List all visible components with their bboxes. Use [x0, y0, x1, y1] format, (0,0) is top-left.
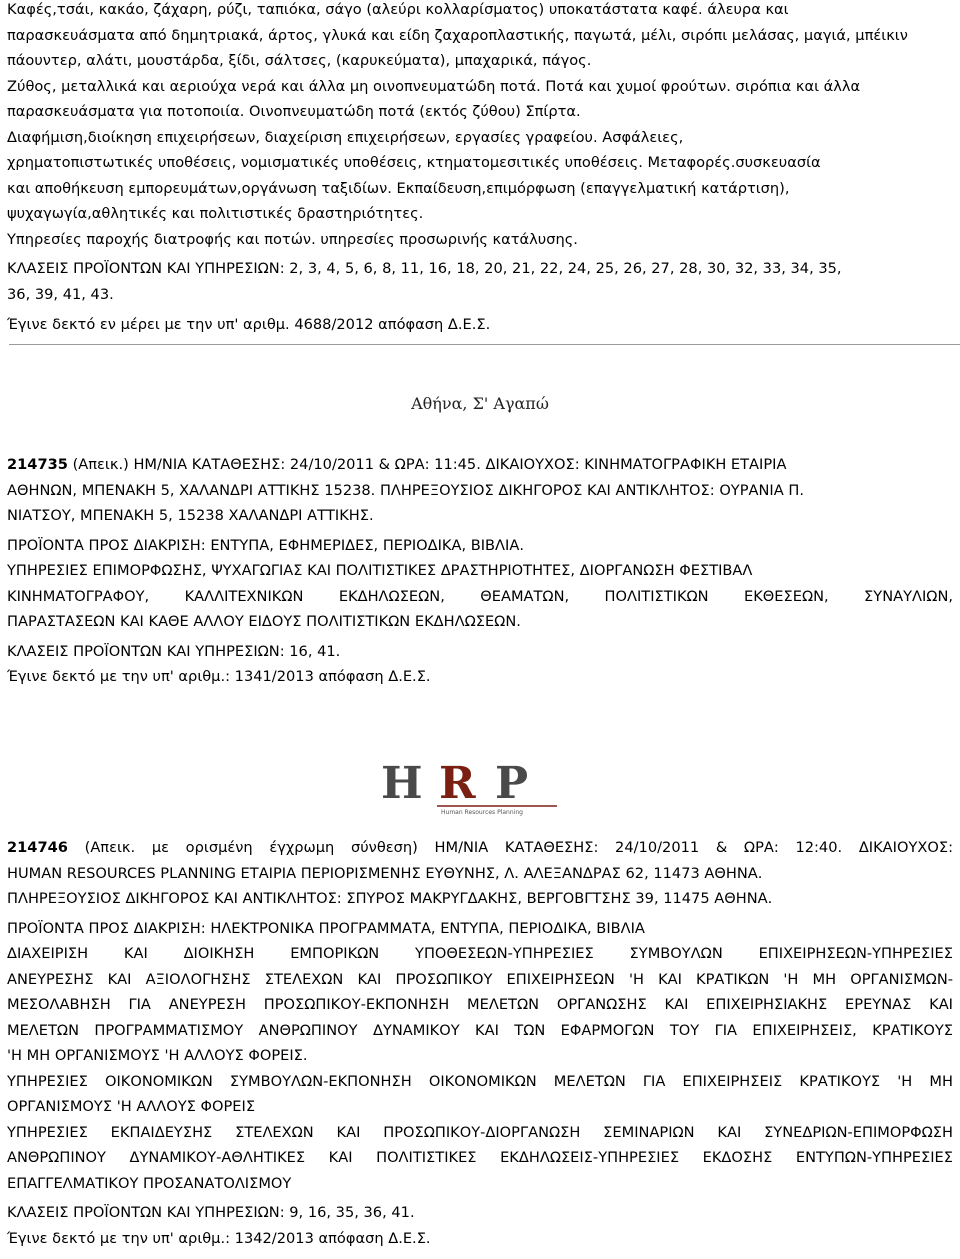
text-line: 'Η ΜΗ ΟΡΓΑΝΙΣΜΟΥΣ 'Η ΑΛΛΟΥΣ ΦΟΡΕΙΣ. — [7, 1047, 308, 1064]
section-divider — [9, 344, 960, 345]
trademark-logo-athina — [7, 391, 953, 417]
text-line: ΑΝΕΥΡΕΣΗΣ ΚΑΙ ΑΞΙΟΛΟΓΗΣΗΣ ΣΤΕΛΕΧΩΝ ΚΑΙ ΠΡΟΣΩΠΙΚΟΥ ΕΠΙΧΕΙΡΗΣΕΩΝ 'Η ΚΑΙ ΚΡΑΤΙΚΩΝ 'Η ΜΗ ΟΡΓΑΝΙΣΜΩΝ- — [7, 970, 953, 988]
trademark-entry-214735 — [7, 452, 953, 690]
decision-line: Έγινε δεκτό εν μέρει με την υπ' αριθμ. 4688/2012 απόφαση Δ.Ε.Σ. — [7, 316, 491, 333]
logo-text: Αθήνα, Σ' Αγαπώ — [411, 394, 549, 413]
text-line: παρασκευάσματα για ποτοποιία. Οινοπνευματώδη ποτά (εκτός ζύθου) Σπίρτα. — [7, 103, 581, 120]
text-line: Υπηρεσίες παροχής διατροφής και ποτών. υπηρεσίες προσωρινής κατάλυσης. — [7, 230, 578, 248]
entry-header: 214746 (Απεικ. με ορισμένη έγχρωμη σύνθεση) ΗΜ/ΝΙΑ ΚΑΤΑΘΕΣΗΣ: 24/10/2011 & ΩΡΑ: 12:40. ΔΙΚΑΙΟΥΧΟΣ: — [7, 839, 953, 856]
trademark-entry-214746 — [7, 835, 953, 1251]
entry-header: 214735 (Απεικ.) ΗΜ/ΝΙΑ ΚΑΤΑΘΕΣΗΣ: 24/10/2011 & ΩΡΑ: 11:45. ΔΙΚΑΙΟΥΧΟΣ: ΚΙΝΗΜΑΤΟΓΡΑΦΙΚΗ ΕΤΑΙΡΙΑ — [7, 456, 787, 473]
text-line: παρασκευάσματα από δημητριακά, άρτος, γλυκά και είδη ζαχαροπλαστικής, παγωτά, μέλι, σιρόπι μελάσας, μαγιά, μπέικιν — [7, 26, 908, 44]
logo-letter-h: H — [381, 760, 423, 809]
hrp-logo-graphic — [379, 760, 559, 816]
text-line: και αποθήκευση εμπορευμάτων,οργάνωση ταξιδίων. Εκπαίδευση,επιμόρφωση (επαγγελματική κατάρτιση), — [7, 179, 790, 197]
text-line: ΥΠΗΡΕΣΙΕΣ ΕΚΠΑΙΔΕΥΣΗΣ ΣΤΕΛΕΧΩΝ ΚΑΙ ΠΡΟΣΩΠΙΚΟΥ-ΔΙΟΡΓΑΝΩΣΗ ΣΕΜΙΝΑΡΙΩΝ ΚΑΙ ΣΥΝΕΔΡΙΩΝ-ΕΠΙΜΟΡΦΩΣΗ — [7, 1123, 953, 1141]
classes-line: ΚΛΑΣΕΙΣ ΠΡΟΪΟΝΤΩΝ ΚΑΙ ΥΠΗΡΕΣΙΩΝ: 2, 3, 4, 5, 6, 8, 11, 16, 18, 20, 21, 22, 24, 25, 26, 27, 28, 30, 32, 33, 34, 35, — [7, 260, 842, 277]
text-line: ΕΠΑΓΓΕΛΜΑΤΙΚΟΥ ΠΡΟΣΑΝΑΤΟΛΙΣΜΟΥ — [7, 1174, 292, 1192]
classes-line: ΚΛΑΣΕΙΣ ΠΡΟΪΟΝΤΩΝ ΚΑΙ ΥΠΗΡΕΣΙΩΝ: 9, 16, 35, 36, 41. — [7, 1204, 415, 1221]
decision-line: Έγινε δεκτό με την υπ' αριθμ.: 1341/2013 απόφαση Δ.Ε.Σ. — [7, 668, 431, 685]
text-line: Καφές,τσάι, κακάο, ζάχαρη, ρύζι, ταπιόκα, σάγο (αλεύρι κολλαρίσματος) υποκατάστατα καφέ. άλευρα και — [7, 1, 789, 18]
text-line: Διαφήμιση,διοίκηση επιχειρήσεων, διαχείριση επιχειρήσεων, εργασίες γραφείου. Ασφάλειες, — [7, 128, 684, 146]
text-line: HUMAN RESOURCES PLANNING ΕΤΑΙΡΙΑ ΠΕΡΙΟΡΙΣΜΕΝΗΣ ΕΥΘΥΝΗΣ, Λ. ΑΛΕΞΑΝΔΡΑΣ 62, 11473 ΑΘΗΝΑ. — [7, 864, 763, 882]
trademark-logo-hrp — [379, 760, 559, 816]
text-line: ΝΙΑΤΣΟΥ, ΜΠΕΝΑΚΗ 5, 15238 ΧΑΛΑΝΔΡΙ ΑΤΤΙΚΗΣ. — [7, 507, 374, 524]
text-line: ΥΠΗΡΕΣΙΕΣ ΟΙΚΟΝΟΜΙΚΩΝ ΣΥΜΒΟΥΛΩΝ-ΕΚΠΟΝΗΣΗ ΟΙΚΟΝΟΜΙΚΩΝ ΜΕΛΕΤΩΝ ΓΙΑ ΕΠΙΧΕΙΡΗΣΕΙΣ ΚΡΑΤΙΚΟΥΣ 'Η ΜΗ — [7, 1072, 953, 1090]
products-line: ΠΡΟΪΟΝΤΑ ΠΡΟΣ ΔΙΑΚΡΙΣΗ: ΕΝΤΥΠΑ, ΕΦΗΜΕΡΙΔΕΣ, ΠΕΡΙΟΔΙΚΑ, ΒΙΒΛΙΑ. — [7, 536, 524, 554]
text-line: ΑΘΗΝΩΝ, ΜΠΕΝΑΚΗ 5, ΧΑΛΑΝΔΡΙ ΑΤΤΙΚΗΣ 15238. ΠΛΗΡΕΞΟΥΣΙΟΣ ΔΙΚΗΓΟΡΟΣ ΚΑΙ ΑΝΤΙΚΛΗΤΟΣ: ΟΥΡΑΝΙΑ Π. — [7, 481, 804, 499]
application-number: 214746 — [7, 839, 68, 856]
text-line: ΔΙΑΧΕΙΡΙΣΗ ΚΑΙ ΔΙΟΙΚΗΣΗ ΕΜΠΟΡΙΚΩΝ ΥΠΟΘΕΣΕΩΝ-ΥΠΗΡΕΣΙΕΣ ΣΥΜΒΟΥΛΩΝ ΕΠΙΧΕΙΡΗΣΕΩΝ-ΥΠΗΡΕΣΙΕΣ — [7, 945, 953, 962]
text-line: ΠΑΡΑΣΤΑΣΕΩΝ ΚΑΙ ΚΑΘΕ ΑΛΛΟΥ ΕΙΔΟΥΣ ΠΟΛΙΤΙΣΤΙΚΩΝ ΕΚΔΗΛΩΣΕΩΝ. — [7, 613, 521, 630]
text-line: ΥΠΗΡΕΣΙΕΣ ΕΠΙΜΟΡΦΩΣΗΣ, ΨΥΧΑΓΩΓΙΑΣ ΚΑΙ ΠΟΛΙΤΙΣΤΙΚΕΣ ΔΡΑΣΤΗΡΙΟΤΗΤΕΣ, ΔΙΟΡΓΑΝΩΣΗ ΦΕΣΤΙΒΑΛ — [7, 562, 753, 579]
classes-line: 36, 39, 41, 43. — [7, 285, 114, 303]
logo-letter-r: R — [439, 760, 476, 809]
logo-letter-p: P — [495, 760, 529, 809]
text-line: ΜΕΛΕΤΩΝ ΠΡΟΓΡΑΜΜΑΤΙΣΜΟΥ ΑΝΘΡΩΠΙΝΟΥ ΔΥΝΑΜΙΚΟΥ ΚΑΙ ΤΩΝ ΕΦΑΡΜΟΓΩΝ ΤΟΥ ΓΙΑ ΕΠΙΧΕΙΡΗΣΕΙΣ, ΚΡΑΤΙΚΟΥΣ — [7, 1021, 953, 1039]
text-line: Ζύθος, μεταλλικά και αεριούχα νερά και άλλα μη οινοπνευματώδη ποτά. Ποτά και χυμοί φρούτων. σιρόπια και άλλα — [7, 77, 861, 95]
text-line: ΑΝΘΡΩΠΙΝΟΥ ΔΥΝΑΜΙΚΟΥ-ΑΘΛΗΤΙΚΕΣ ΚΑΙ ΠΟΛΙΤΙΣΤΙΚΕΣ ΕΚΔΗΛΩΣΕΙΣ-ΥΠΗΡΕΣΙΕΣ ΕΚΔΟΣΗΣ ΕΝΤΥΠΩΝ-ΥΠΗΡΕΣΙΕΣ — [7, 1149, 953, 1166]
text-line: ΜΕΣΟΛΑΒΗΣΗ ΓΙΑ ΑΝΕΥΡΕΣΗ ΠΡΟΣΩΠΙΚΟΥ-ΕΚΠΟΝΗΣΗ ΜΕΛΕΤΩΝ ΟΡΓΑΝΩΣΗΣ ΚΑΙ ΕΠΙΧΕΙΡΗΣΙΑΚΗΣ ΕΡΕΥΝΑΣ ΚΑΙ — [7, 996, 953, 1013]
logo-subtext: Human Resources Planning — [441, 809, 523, 816]
application-number: 214735 — [7, 456, 68, 473]
text-line: ΟΡΓΑΝΙΣΜΟΥΣ 'Η ΑΛΛΟΥΣ ΦΟΡΕΙΣ — [7, 1098, 256, 1115]
text-line: ψυχαγωγία,αθλητικές και πολιτιστικές δραστηριότητες. — [7, 205, 424, 222]
text-line: χρηματοπιστωτικές υποθέσεις, νομισματικές υποθέσεις, κτηματομεσιτικές υποθέσεις. Μεταφορές.συσκευασία — [7, 154, 821, 171]
decision-line: Έγινε δεκτό με την υπ' αριθμ.: 1342/2013 απόφαση Δ.Ε.Σ. — [7, 1229, 431, 1247]
classes-line: ΚΛΑΣΕΙΣ ΠΡΟΪΟΝΤΩΝ ΚΑΙ ΥΠΗΡΕΣΙΩΝ: 16, 41. — [7, 642, 341, 660]
products-line: ΠΡΟΪΟΝΤΑ ΠΡΟΣ ΔΙΑΚΡΙΣΗ: ΗΛΕΚΤΡΟΝΙΚΑ ΠΡΟΓΡΑΜΜΑΤΑ, ΕΝΤΥΠΑ, ΠΕΡΙΟΔΙΚΑ, ΒΙΒΛΙΑ — [7, 919, 645, 937]
text-line: πάουντερ, αλάτι, μουστάρδα, ξίδι, σάλτσες, (καρυκεύματα), μπαχαρικά, πάγος. — [7, 52, 592, 69]
text-line: ΠΛΗΡΕΞΟΥΣΙΟΣ ΔΙΚΗΓΟΡΟΣ ΚΑΙ ΑΝΤΙΚΛΗΤΟΣ: ΣΠΥΡΟΣ ΜΑΚΡΥΓΔΑΚΗΣ, ΒΕΡΓΟΒΓΤΣΗΣ 39, 11475 ΑΘΗΝΑ. — [7, 890, 773, 907]
text-line: ΚΙΝΗΜΑΤΟΓΡΑΦΟΥ, ΚΑΛΛΙΤΕΧΝΙΚΩΝ ΕΚΔΗΛΩΣΕΩΝ, ΘΕΑΜΑΤΩΝ, ΠΟΛΙΤΙΣΤΙΚΩΝ ΕΚΘΕΣΕΩΝ, ΣΥΝΑΥΛΙΩΝ, — [7, 587, 953, 605]
goods-services-continuation — [7, 0, 953, 338]
